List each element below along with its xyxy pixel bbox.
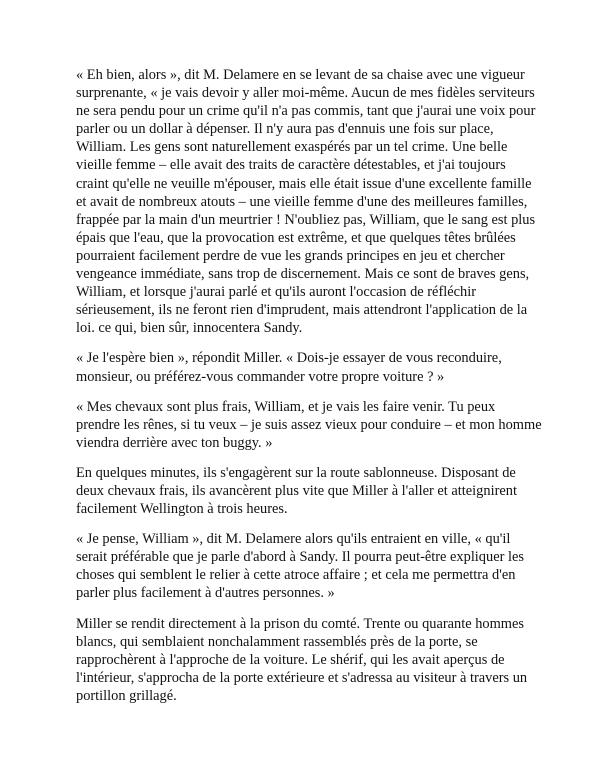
paragraph: « Eh bien, alors », dit M. Delamere en se levant de sa chaise avec une vigueur surprenante, « je vais devoir y aller moi-même. Aucun de mes fidèles serviteurs ne sera pendu pour un crime qu'il n'a pas commis, tant que j'aurai une voix pour parler ou un dollar à dépenser. Il n'y aura pas d'ennuis une fois sur place, William. Les gens sont naturellement exaspérés par un tel crime. Une belle vieille femme – elle avait des traits de caractère détestables, et j'ai toujours craint qu'elle ne veuille m'épouser, mais elle était issue d'une excellente famille et avait de nombreux atouts – une vieille femme d'une des meilleures familles, frappée par la main d'un meurtrier ! N'oubliez pas, William, que le sang est plus épais que l'eau, que la provocation est extrême, et que quelques têtes brûlées pourraient facilement perdre de vue les grands principes en jeu et chercher vengeance immédiate, sans trop de discernement. Mais ce sont de braves gens, William, et lorsque j'aurai parlé et qu'ils auront l'occasion de réfléchir sérieusement, ils ne feront rien d'imprudent, mais attendront l'application de la loi. ce qui, bien sûr, innocentera Sandy. [76, 67, 536, 337]
paragraph: Miller se rendit directement à la prison du comté. Trente ou quarante hommes blancs, qui semblaient nonchalamment rassemblés près de la porte, se rapprochèrent à l'approche de la voiture. Le shérif, qui les avait aperçus de l'intérieur, s'approcha de la porte extérieure et s'adressa au visiteur à travers un portillon grillagé. [76, 615, 528, 704]
paragraph: « Je l'espère bien », répondit Miller. « Dois-je essayer de vous reconduire, monsieur, ou préférez-vous commander votre propre voiture ? » [76, 350, 502, 385]
paragraph: En quelques minutes, ils s'engagèrent sur la route sablonneuse. Disposant de deux chevaux frais, ils avancèrent plus vite que Miller à l'aller et atteignirent facilement Wellington à trois heures. [76, 464, 517, 518]
document-page [76, 66, 542, 717]
paragraph: « Je pense, William », dit M. Delamere alors qu'ils entraient en ville, « qu'il serait préférable que je parle d'abord à Sandy. Il pourra peut-être expliquer les choses qui semblent le relier à cette atroce affaire ; et cela me permettra d'en parler plus facilement à d'autres personnes. » [76, 531, 524, 602]
paragraph: « Mes chevaux sont plus frais, William, et je vais les faire venir. Tu peux prendre les rênes, si tu veux – je suis assez vieux pour conduire – et mon homme viendra derrière avec ton buggy. » [76, 398, 542, 451]
